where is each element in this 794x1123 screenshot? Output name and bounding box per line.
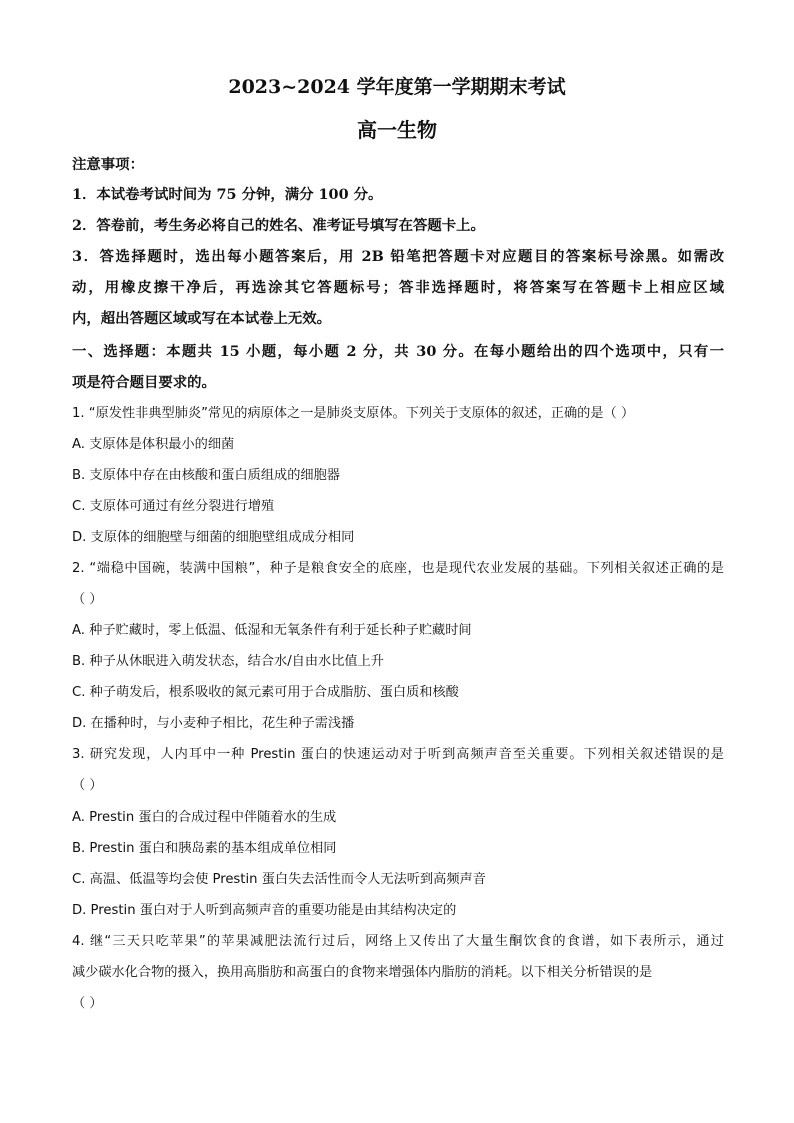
- question-option: B. 支原体中存在由核酸和蛋白质组成的细胞器: [72, 468, 340, 483]
- question-option: D. Prestin 蛋白对于人听到高频声音的重要功能是由其结构决定的: [72, 903, 457, 918]
- section-heading: 项是符合题目要求的。: [72, 374, 216, 391]
- notice-item: 内，超出答题区域或写在本试卷上无效。: [72, 310, 332, 327]
- question-stem: 2. “端稳中国碗，装满中国粮”，种子是粮食安全的底座，也是现代农业发展的基础。下列相关叙述正确的是: [72, 561, 724, 576]
- question-option: A. 种子贮藏时，零上低温、低湿和无氧条件有利于延长种子贮藏时间: [72, 623, 472, 638]
- notice-item: 3．答选择题时，选出每小题答案后，用 2B 铅笔把答题卡对应题目的答案标号涂黑。如需改: [72, 248, 724, 265]
- question-option: D. 在播种时，与小麦种子相比，花生种子需浅播: [72, 716, 355, 731]
- notice-item: 动，用橡皮擦干净后，再选涂其它答题标号；答非选择题时，将答案写在答题卡上相应区域: [72, 279, 724, 296]
- question-option: C. 支原体可通过有丝分裂进行增殖: [72, 499, 275, 514]
- question-stem: 减少碳水化合物的摄入，换用高脂肪和高蛋白的食物来增强体内脂肪的消耗。以下相关分析错误的是: [72, 965, 653, 980]
- question-stem: 3. 研究发现，人内耳中一种 Prestin 蛋白的快速运动对于听到高频声音至关重要。下列相关叙述错误的是: [72, 747, 724, 762]
- section-heading: 一、选择题：本题共 15 小题，每小题 2 分，共 30 分。在每小题给出的四个选项中，只有一: [72, 343, 724, 360]
- question-option: C. 种子萌发后，根系吸收的氮元素可用于合成脂肪、蛋白质和核酸: [72, 685, 459, 700]
- question-stem: （ ）: [72, 592, 103, 607]
- question-stem: 4. 继“三天只吃苹果”的苹果减肥法流行过后，网络上又传出了大量生酮饮食的食谱，如下表所示，通过: [72, 934, 724, 949]
- exam-title: 2023~2024 学年度第一学期期末考试: [228, 76, 566, 98]
- notice-heading: 注意事项：: [72, 156, 144, 173]
- question-stem: （ ）: [72, 996, 103, 1011]
- question-option: D. 支原体的细胞壁与细菌的细胞壁组成成分相同: [72, 530, 355, 545]
- notice-item: 1．本试卷考试时间为 75 分钟，满分 100 分。: [72, 186, 383, 203]
- question-option: A. Prestin 蛋白的合成过程中伴随着水的生成: [72, 810, 337, 825]
- question-option: B. 种子从休眠进入萌发状态，结合水/自由水比值上升: [72, 654, 384, 669]
- notice-item: 2．答卷前，考生务必将自己的姓名、准考证号填写在答题卡上。: [72, 217, 485, 234]
- question-option: C. 高温、低温等均会使 Prestin 蛋白失去活性而令人无法听到高频声音: [72, 872, 486, 887]
- question-stem: （ ）: [72, 778, 103, 793]
- question-option: B. Prestin 蛋白和胰岛素的基本组成单位相同: [72, 841, 337, 856]
- question-stem: 1. “原发性非典型肺炎”常见的病原体之一是肺炎支原体。下列关于支原体的叙述，正确的是（ ）: [72, 406, 635, 421]
- question-option: A. 支原体是体积最小的细菌: [72, 437, 235, 452]
- exam-subtitle: 高一生物: [357, 118, 437, 142]
